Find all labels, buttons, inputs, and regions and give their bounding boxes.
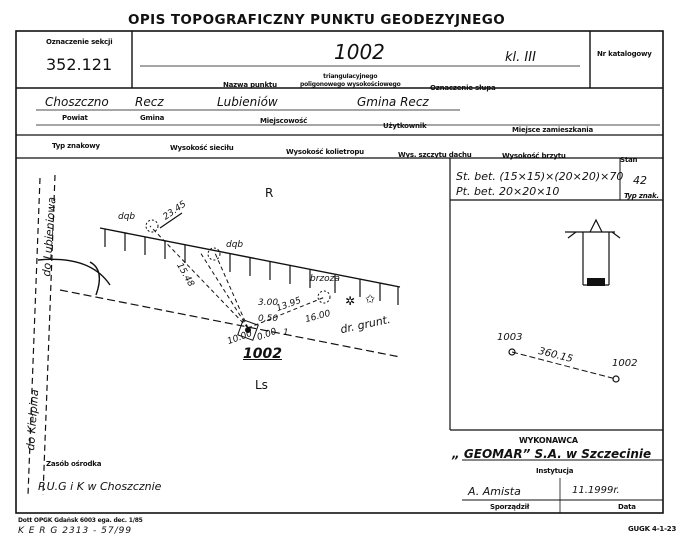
panel-p2: 1002 xyxy=(612,358,638,369)
area-ls-label: Ls xyxy=(255,378,268,392)
form-title: OPIS TOPOGRAFICZNY PUNKTU GEODEZYJNEGO xyxy=(128,12,506,28)
dist-300: 3.00 xyxy=(258,298,279,308)
sketch-point-label: 1002 xyxy=(243,346,282,362)
panel-distance: 360.15 xyxy=(537,345,574,366)
col-typ: Typ znakowy xyxy=(52,142,100,150)
svg-text:✩: ✩ xyxy=(365,292,376,306)
area-r-label: R xyxy=(265,186,274,200)
col-stan: Stan xyxy=(620,156,638,164)
point-class: kl. III xyxy=(505,50,536,65)
sheet-label: Oznaczenie sekcji xyxy=(46,38,113,46)
typ-znak-label: Typ znak. xyxy=(624,192,659,200)
dist-050: 0.50 xyxy=(258,314,279,324)
powiat-label: Powiat xyxy=(62,114,88,122)
miejscowosc-value: Lubieniów xyxy=(217,95,278,109)
dist-1000: 10.00 xyxy=(226,328,254,348)
point-number: 1002 xyxy=(334,40,385,64)
tree-dqb2: dqb xyxy=(226,240,244,250)
sporzadzil-label: Sporządził xyxy=(490,503,530,511)
st-bet: St. bet. (15×15)×(20×20)×70 xyxy=(456,170,624,183)
col-wys-sieci: Wysokość sieciłu xyxy=(170,144,234,152)
road2-label: do Kiełpina xyxy=(24,388,42,451)
person: A. Amista xyxy=(468,485,521,498)
road1-label: do Lubieniowa xyxy=(40,196,59,277)
data-label: Data xyxy=(618,503,636,511)
date: 11.1999r. xyxy=(572,485,620,496)
gmina-label: Gmina xyxy=(140,114,165,122)
dist-2345: 23.45 xyxy=(161,199,189,223)
sheet-value: 352.121 xyxy=(46,55,113,74)
tree-brzoza: brzoza xyxy=(310,274,340,284)
instytucja-label: Instytucja xyxy=(536,467,574,475)
catalog-label: Nr katalogowy xyxy=(597,50,652,58)
powiat-value: Choszczno xyxy=(45,95,109,109)
dist-000: 0.00 xyxy=(255,326,279,344)
dist-1: 1 xyxy=(283,328,289,338)
tree-dqb1: dqb xyxy=(118,212,136,222)
form-code: GUGK 4-1-23 xyxy=(628,525,677,533)
miejsce-label: Miejsce zamieszkania xyxy=(512,126,593,134)
uzytkownik-label: Użytkownik xyxy=(383,122,427,130)
wykonawca-label: WYKONAWCA xyxy=(519,436,578,445)
marker-label: Oznaczenie słupa xyxy=(430,84,496,92)
uzytkownik-value: Gmina Recz xyxy=(357,95,429,109)
svg-text:✲: ✲ xyxy=(345,294,356,308)
road-label: dr. grunt. xyxy=(339,312,392,337)
col-wys-brzytu: Wysokość brzytu xyxy=(502,152,566,160)
company: „ GEOMAR” S.A. w Szczecinie xyxy=(452,447,652,461)
panel-p1: 1003 xyxy=(497,332,523,343)
zasob-value: P.U.G i K w Choszcznie xyxy=(38,480,162,493)
dist-1395: 13.95 xyxy=(275,295,303,315)
col-wys-kolejowa: Wysokość kolietropu xyxy=(286,148,364,156)
kerg-number: K E R G 2313 - 57/99 xyxy=(18,526,133,536)
dist-1600: 16.00 xyxy=(304,308,332,326)
point-name-label: Nazwa punktu xyxy=(223,81,277,89)
miejscowosc-label: Miejscowość xyxy=(260,117,308,125)
panel-number: 42 xyxy=(633,174,647,187)
pt-bet: Pt. bet. 20×20×10 xyxy=(456,185,560,198)
point-kind-label: trianguIacyjnego poligonowego wysokościowego xyxy=(300,73,401,88)
col-wys-dachu: Wys. szczytu dachu xyxy=(398,151,472,159)
dist-1548: 15.48 xyxy=(174,261,196,289)
zasob-label: Zasób ośrodka xyxy=(46,460,102,468)
gmina-value: Recz xyxy=(135,95,164,109)
doc-ref: Dott OPGK Gdańsk 6003 ega. dec. 1/85 xyxy=(18,517,143,524)
